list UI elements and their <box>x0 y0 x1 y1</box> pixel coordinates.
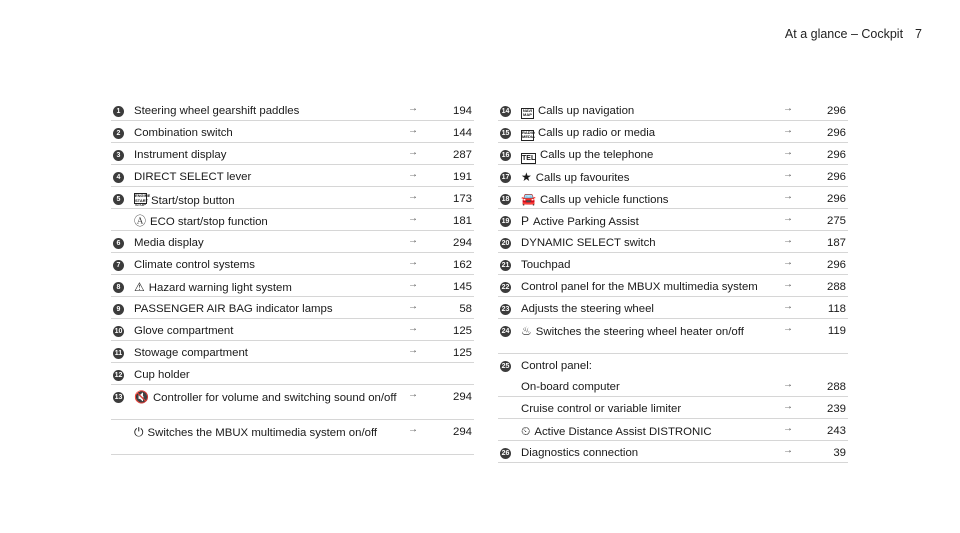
page-reference[interactable]: 296 <box>826 171 846 183</box>
entry-label: Calls up radio or media <box>538 127 656 139</box>
item-number-badge: 23 <box>501 306 510 313</box>
index-row[interactable] <box>498 99 848 121</box>
arrow-icon: → <box>783 213 793 224</box>
page-reference[interactable]: 287 <box>452 149 472 161</box>
item-number-badge: 24 <box>501 328 510 335</box>
item-number-badge: 6 <box>113 238 124 249</box>
index-entry-text <box>521 403 848 416</box>
vehicle-functions-icon: 🚘 <box>521 192 536 206</box>
index-entry-text <box>521 215 848 229</box>
arrow-icon: → <box>408 279 418 290</box>
arrow-icon: → <box>408 424 418 435</box>
index-row[interactable] <box>111 341 474 363</box>
page-reference[interactable]: 239 <box>826 403 846 415</box>
item-number-badge: 16 <box>501 152 510 159</box>
arrow-icon: → <box>783 147 793 158</box>
index-entry-text <box>134 369 474 382</box>
page-reference[interactable]: 118 <box>827 303 846 315</box>
index-row[interactable] <box>111 99 474 121</box>
page-reference[interactable]: 173 <box>452 193 472 205</box>
item-number-badge: 10 <box>114 328 123 335</box>
index-row[interactable] <box>498 275 848 297</box>
item-number-badge: 25 <box>501 363 510 370</box>
index-row[interactable] <box>498 354 848 375</box>
page-reference[interactable]: 125 <box>452 347 472 359</box>
entry-label: Calls up vehicle functions <box>539 194 669 206</box>
arrow-icon: → <box>783 235 793 246</box>
page-reference[interactable]: 145 <box>452 281 472 293</box>
hazard-warning-icon: ⚠ <box>134 280 145 294</box>
arrow-icon: → <box>783 423 793 434</box>
arrow-icon: → <box>783 279 793 290</box>
index-entry-text <box>134 105 474 118</box>
item-number-badge: 5 <box>113 194 124 205</box>
item-number-badge: 8 <box>113 282 124 293</box>
arrow-icon: → <box>783 401 793 412</box>
index-row[interactable] <box>498 319 848 354</box>
entry-label: Cup holder <box>134 369 190 381</box>
arrow-icon: → <box>408 125 418 136</box>
arrow-icon: → <box>783 103 793 114</box>
page-reference[interactable]: 187 <box>826 237 846 249</box>
arrow-icon: → <box>408 213 418 224</box>
index-entry-text <box>521 281 848 294</box>
entry-label: Switches the MBUX multimedia system on/off <box>147 427 378 439</box>
index-entry-text <box>521 193 848 207</box>
page-reference[interactable]: 275 <box>826 215 846 227</box>
index-row[interactable] <box>111 253 474 275</box>
page-reference[interactable]: 191 <box>452 171 472 183</box>
index-entry-text <box>134 127 474 140</box>
steering-wheel-heater-icon: ♨ <box>521 324 532 338</box>
index-entry-text <box>134 347 474 360</box>
index-row[interactable] <box>111 319 474 341</box>
item-number-badge <box>113 216 124 227</box>
index-entry-text <box>521 303 848 316</box>
index-row[interactable] <box>498 165 848 187</box>
item-number-badge: 19 <box>501 218 510 225</box>
index-entry-text <box>134 193 474 208</box>
index-entry-text <box>134 149 474 162</box>
entry-label: Control panel: <box>521 360 592 372</box>
page-reference[interactable]: 119 <box>827 325 846 337</box>
item-number-badge: 14 <box>501 108 510 115</box>
item-number-badge: 13 <box>114 394 123 401</box>
index-row[interactable] <box>498 143 848 165</box>
navi-map-icon: NAVI MAP <box>522 107 533 117</box>
item-number-badge: 7 <box>113 260 124 271</box>
item-number-badge <box>500 382 511 393</box>
section-title: At a glance – Cockpit <box>784 27 904 41</box>
entry-label: Start/stop button <box>151 195 235 207</box>
index-row[interactable] <box>111 420 474 455</box>
entry-label: Calls up the telephone <box>540 149 654 161</box>
index-entry-text <box>521 259 848 272</box>
index-entry-text <box>521 105 848 119</box>
index-entry-text <box>521 127 848 141</box>
index-entry-text <box>521 171 848 185</box>
item-number-badge: 2 <box>113 128 124 139</box>
item-number-badge: 4 <box>113 172 124 183</box>
entry-label: DYNAMIC SELECT switch <box>521 237 656 249</box>
index-entry-text <box>521 237 848 250</box>
index-row[interactable] <box>111 209 474 231</box>
page-reference[interactable]: 294 <box>452 391 472 403</box>
item-number-badge: 20 <box>501 240 510 247</box>
index-row[interactable] <box>111 275 474 297</box>
page-reference[interactable]: 296 <box>826 259 846 271</box>
parking-assist-icon: P <box>521 214 530 228</box>
page-reference[interactable]: 125 <box>452 325 472 337</box>
item-number-badge: 12 <box>114 372 123 379</box>
page-number: 7 <box>915 27 922 41</box>
index-entry-text <box>521 425 848 439</box>
item-number-badge <box>113 427 124 438</box>
page-reference[interactable]: 296 <box>826 127 846 139</box>
index-entry-text <box>521 447 848 460</box>
page-reference[interactable]: 181 <box>452 215 472 227</box>
index-row[interactable] <box>111 363 474 385</box>
left-index-column <box>111 99 474 455</box>
arrow-icon: → <box>783 169 793 180</box>
item-number-badge: 9 <box>113 304 124 315</box>
arrow-icon: → <box>408 389 418 400</box>
index-row[interactable] <box>498 375 848 397</box>
engine-start-stop-icon: ENGINE START STOP <box>135 193 151 207</box>
entry-label: Stowage compartment <box>134 347 248 359</box>
favourites-star-icon: ★ <box>521 170 532 184</box>
item-number-badge <box>500 426 511 437</box>
arrow-icon: → <box>408 257 418 268</box>
page-reference[interactable]: 144 <box>452 127 472 139</box>
radio-media-icon: RADIO MEDIA <box>522 129 535 139</box>
item-number-badge <box>500 404 511 415</box>
entry-label: Switches the steering wheel heater on/off <box>535 326 744 338</box>
arrow-icon: → <box>783 125 793 136</box>
page-reference[interactable]: 294 <box>452 237 472 249</box>
entry-label: Touchpad <box>521 259 571 271</box>
arrow-icon: → <box>783 445 793 456</box>
index-row[interactable] <box>111 385 474 420</box>
item-number-badge: 15 <box>501 130 510 137</box>
telephone-icon: TEL <box>522 155 536 162</box>
page-header <box>785 27 922 41</box>
page-reference[interactable]: 288 <box>826 281 846 293</box>
item-number-badge: 26 <box>501 450 510 457</box>
index-row[interactable] <box>498 231 848 253</box>
item-number-badge: 21 <box>501 262 510 269</box>
index-row[interactable] <box>111 231 474 253</box>
page-reference[interactable]: 294 <box>452 426 472 438</box>
entry-label: Steering wheel gearshift paddles <box>134 105 300 117</box>
entry-label: Control panel for the MBUX multimedia system <box>521 281 758 293</box>
entry-label: Adjusts the steering wheel <box>521 303 654 315</box>
entry-label: Active Distance Assist DISTRONIC <box>534 426 712 438</box>
arrow-icon: → <box>783 301 793 312</box>
index-entry-text <box>134 303 474 316</box>
index-entry-text <box>134 391 474 405</box>
arrow-icon: → <box>408 103 418 114</box>
index-row[interactable] <box>111 143 474 165</box>
item-number-badge: 1 <box>113 106 124 117</box>
arrow-icon: → <box>408 235 418 246</box>
page-reference[interactable]: 296 <box>826 149 846 161</box>
arrow-icon: → <box>783 323 793 334</box>
entry-label: Cruise control or variable limiter <box>521 403 682 415</box>
entry-label: Active Parking Assist <box>533 216 639 228</box>
page-reference[interactable]: 296 <box>826 193 846 205</box>
entry-label: ECO start/stop function <box>150 216 268 228</box>
entry-label: DIRECT SELECT lever <box>134 171 252 183</box>
entry-label: PASSENGER AIR BAG indicator lamps <box>134 303 333 315</box>
page-reference[interactable]: 296 <box>826 105 846 117</box>
index-entry-text <box>134 281 474 295</box>
index-row[interactable] <box>111 121 474 143</box>
right-index-column <box>498 99 848 463</box>
entry-label: Controller for volume and switching sound on/off <box>152 392 397 404</box>
index-row[interactable] <box>498 121 848 143</box>
item-number-badge: 3 <box>113 150 124 161</box>
arrow-icon: → <box>783 257 793 268</box>
arrow-icon: → <box>408 345 418 356</box>
index-entry-text <box>134 325 474 338</box>
entry-label: Media display <box>134 237 204 249</box>
page-reference[interactable]: 58 <box>459 303 472 315</box>
entry-label: Diagnostics connection <box>521 447 639 459</box>
entry-label: Instrument display <box>134 149 227 161</box>
index-row[interactable] <box>498 419 848 441</box>
entry-label: Glove compartment <box>134 325 234 337</box>
index-row[interactable] <box>498 209 848 231</box>
index-entry-text <box>134 171 474 184</box>
arrow-icon: → <box>783 379 793 390</box>
page-reference[interactable]: 39 <box>833 447 846 459</box>
page-reference[interactable]: 288 <box>826 381 846 393</box>
entry-label: Hazard warning light system <box>148 282 292 294</box>
index-row[interactable] <box>498 297 848 319</box>
index-entry-text <box>521 381 848 394</box>
item-number-badge: 17 <box>501 174 510 181</box>
entry-label: Climate control systems <box>134 259 255 271</box>
index-row[interactable] <box>498 253 848 275</box>
index-entry-text <box>521 149 848 164</box>
arrow-icon: → <box>783 191 793 202</box>
power-icon: ⏻ <box>134 425 144 439</box>
item-number-badge: 18 <box>501 196 510 203</box>
arrow-icon: → <box>408 191 418 202</box>
mute-icon: 🔇 <box>134 390 149 404</box>
arrow-icon: → <box>408 169 418 180</box>
page-reference[interactable]: 162 <box>452 259 472 271</box>
arrow-icon: → <box>408 301 418 312</box>
distronic-icon: ⏲ <box>521 424 531 438</box>
index-row[interactable] <box>111 297 474 319</box>
index-row[interactable] <box>498 397 848 419</box>
entry-label: Combination switch <box>134 127 233 139</box>
index-row[interactable] <box>498 187 848 209</box>
index-entry-text <box>134 237 474 250</box>
index-row[interactable] <box>111 187 474 209</box>
index-row[interactable] <box>498 441 848 463</box>
entry-label: Calls up navigation <box>538 105 635 117</box>
arrow-icon: → <box>408 147 418 158</box>
page-reference[interactable]: 194 <box>452 105 472 117</box>
index-entry-text <box>134 215 474 229</box>
index-entry-text <box>134 426 474 440</box>
entry-label: Calls up favourites <box>535 172 630 184</box>
arrow-icon: → <box>408 323 418 334</box>
index-entry-text <box>134 259 474 272</box>
index-row[interactable] <box>111 165 474 187</box>
index-entry-text <box>521 325 848 339</box>
item-number-badge: 22 <box>501 284 510 291</box>
eco-start-stop-icon: Ⓐ <box>134 214 147 228</box>
entry-label: On-board computer <box>521 381 620 393</box>
item-number-badge: 11 <box>114 350 123 357</box>
index-entry-text <box>521 360 848 373</box>
page-reference[interactable]: 243 <box>826 425 846 437</box>
